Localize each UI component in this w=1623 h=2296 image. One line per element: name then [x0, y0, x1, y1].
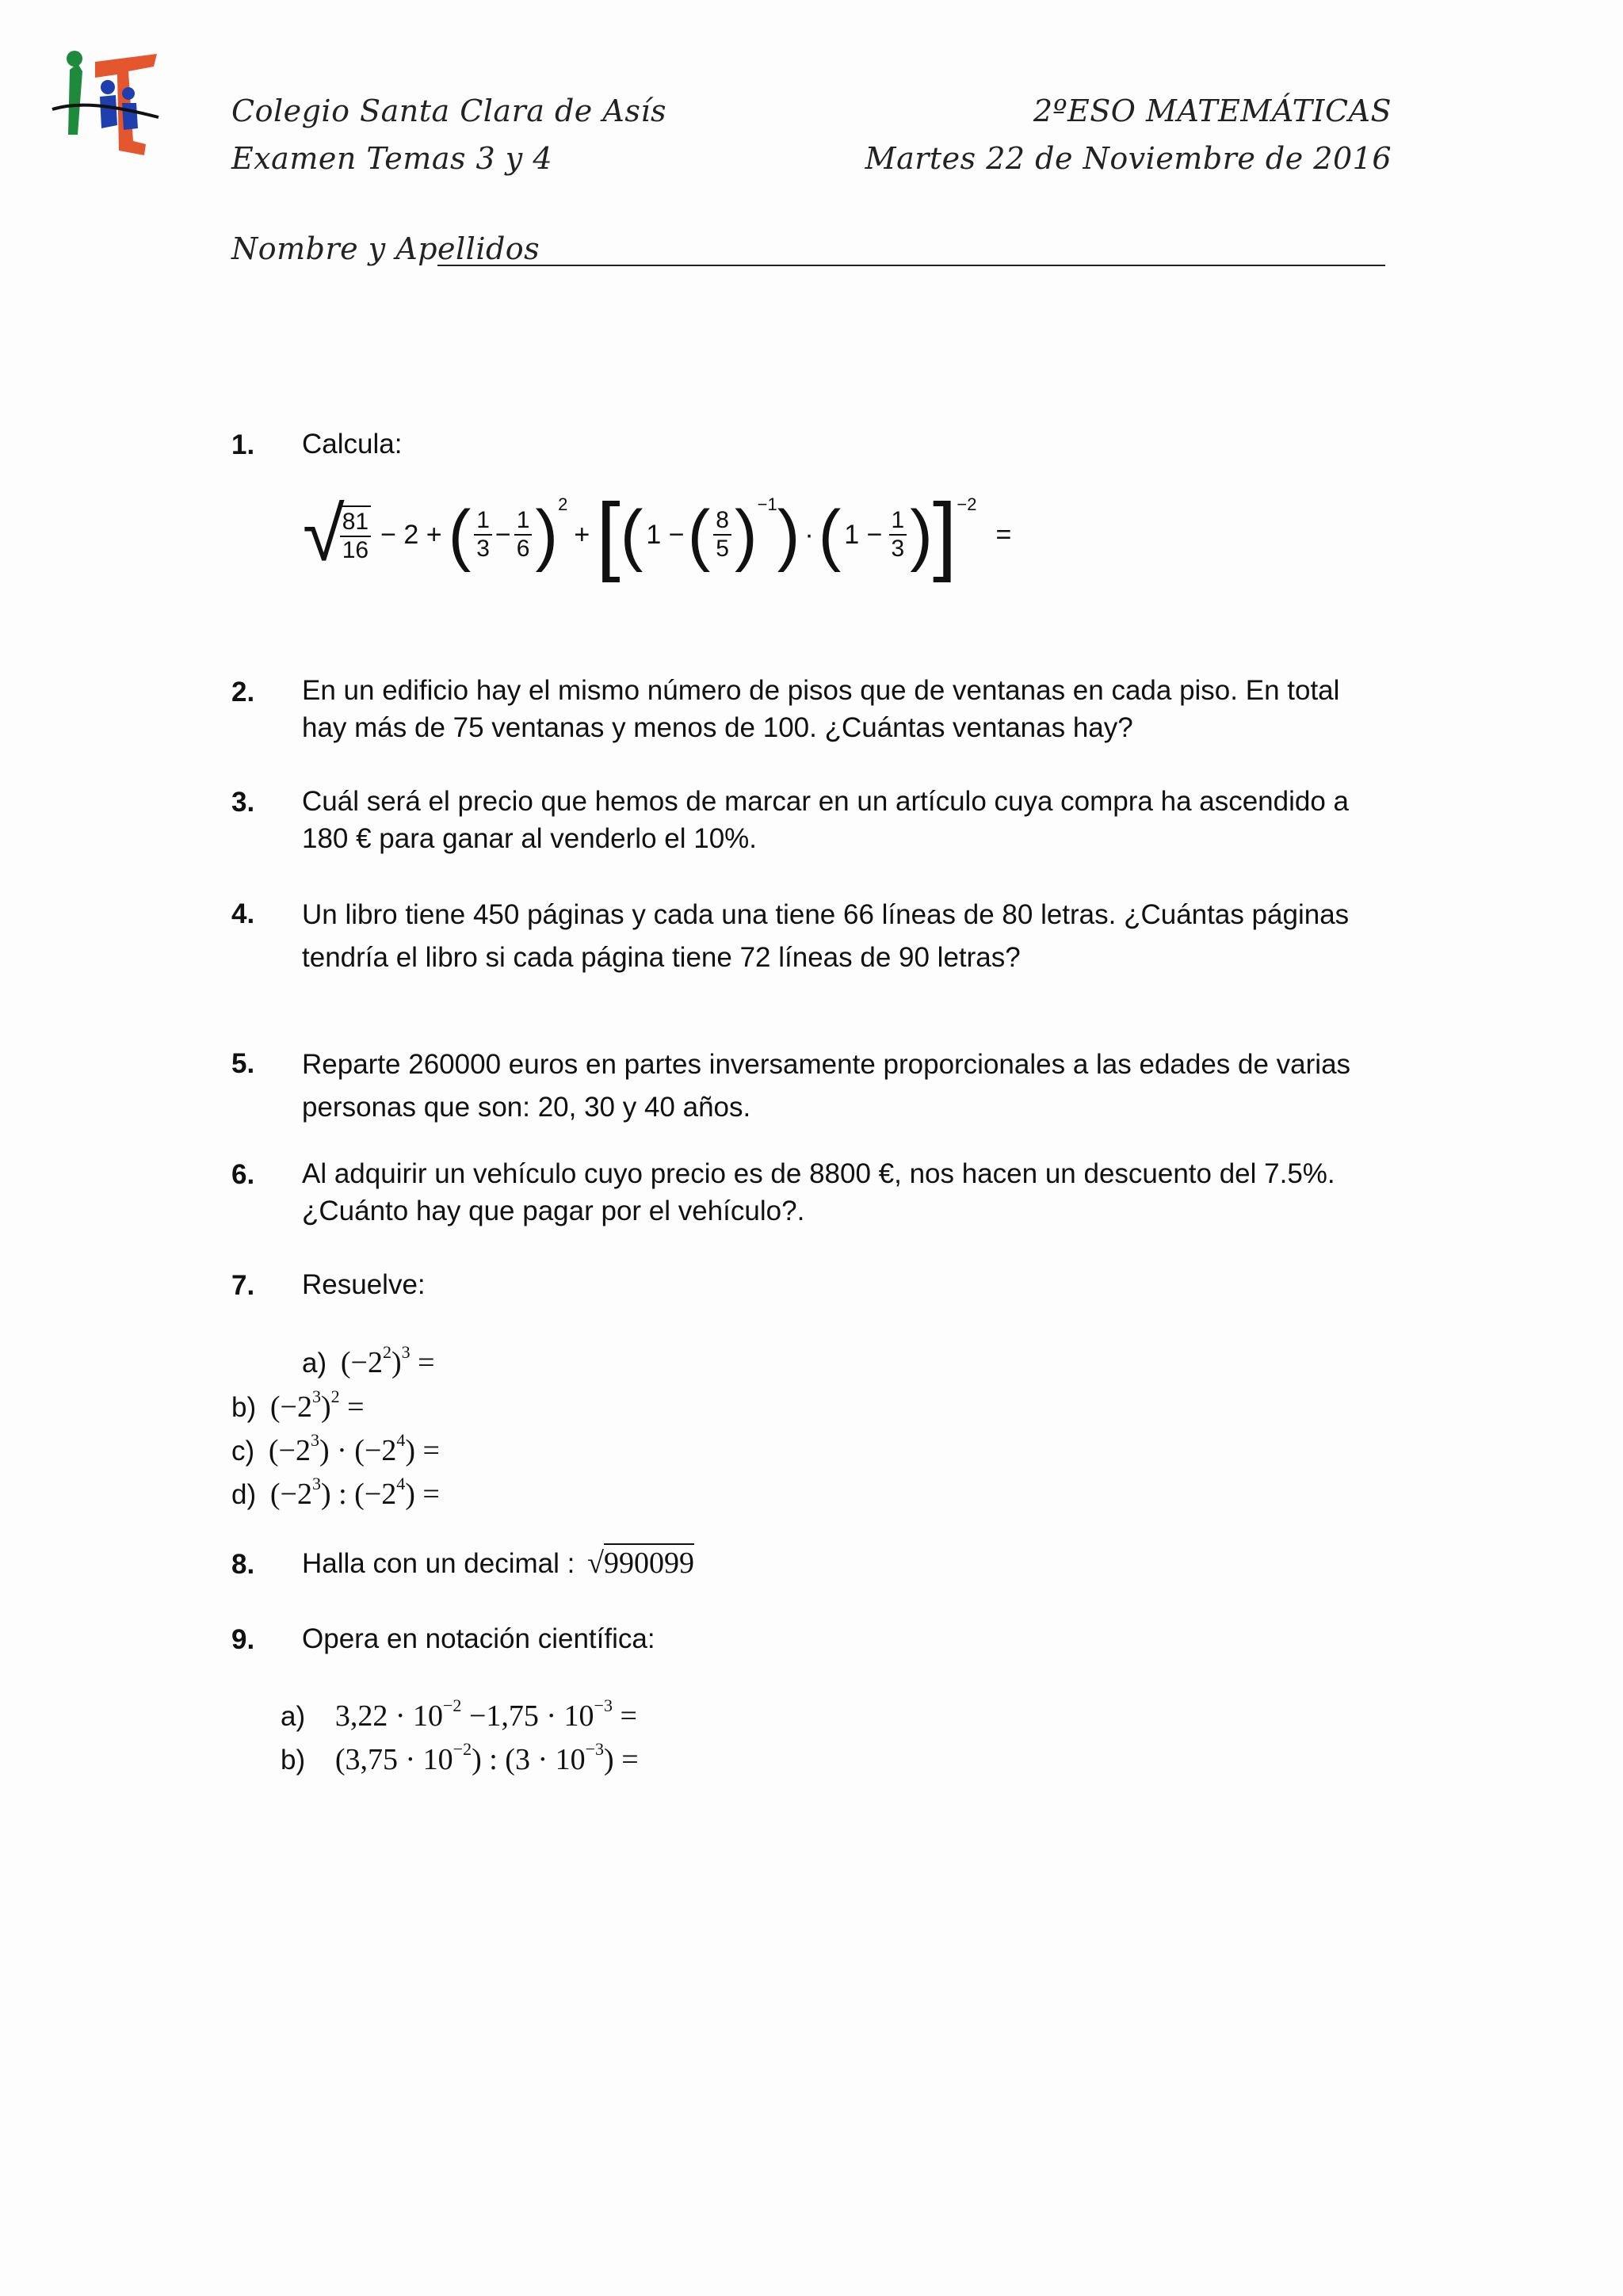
- operator-text: −: [495, 519, 511, 550]
- fraction-numerator: 8: [713, 507, 731, 536]
- fraction-denominator: 3: [476, 536, 490, 562]
- math-text: (3,75 · 10: [334, 1743, 453, 1776]
- question-text: Calcula:: [302, 429, 403, 460]
- operator-text: 1 −: [844, 519, 883, 550]
- item-label: a): [281, 1701, 306, 1732]
- question-8-line: [302, 1545, 1388, 1582]
- exponent: 3: [311, 1474, 321, 1493]
- item-label: b): [231, 1392, 257, 1423]
- item-label: b): [281, 1745, 306, 1775]
- q7-item-c: [231, 1430, 440, 1468]
- fraction-numerator: 1: [474, 507, 492, 536]
- question-number: 3.: [231, 787, 255, 818]
- course-title: 2ºESO MATEMÁTICAS: [1033, 93, 1392, 128]
- exponent: 2: [382, 1342, 391, 1362]
- question-text: Cuál será el precio que hemos de marcar en un artículo cuya compra ha ascendido a 180 € para ganar al venderlo el 10%.: [302, 786, 1350, 854]
- fraction: [713, 507, 731, 563]
- fraction-denominator: 3: [891, 536, 905, 562]
- exam-date: Martes 22 de Noviembre de 2016: [865, 141, 1392, 176]
- exponent: 3: [311, 1386, 321, 1406]
- math-text: ) =: [604, 1743, 639, 1776]
- exponent: −2: [443, 1695, 462, 1715]
- school-name: Colegio Santa Clara de Asís: [231, 93, 666, 128]
- question-text: Al adquirir un vehículo cuyo precio es de 8800 €, nos hacen un descuento del 7.5%. ¿Cuánto hay que pagar por el vehículo?.: [302, 1158, 1335, 1226]
- q7-item-d: [231, 1474, 440, 1512]
- item-label: a): [302, 1348, 327, 1379]
- exponent: 2: [558, 494, 568, 514]
- name-input-line[interactable]: [437, 265, 1385, 266]
- school-logo: [46, 46, 165, 162]
- paren-open: (: [687, 497, 711, 573]
- math-text: (−2: [269, 1390, 312, 1424]
- exponent: 4: [396, 1430, 406, 1450]
- operator-text: 1 −: [646, 519, 685, 550]
- operator-text: − 2 +: [380, 519, 442, 550]
- math-text: 3,22 · 10: [334, 1699, 444, 1733]
- exponent: 4: [396, 1474, 406, 1493]
- question-text: Reparte 260000 euros en partes inversamente proporcionales a las edades de varias personas que son: 20, 30 y 40 años.: [302, 1049, 1351, 1123]
- math-text: ) =: [405, 1434, 440, 1467]
- sqrt-symbol: √: [303, 492, 345, 577]
- paren-open: (: [818, 497, 842, 573]
- sqrt-symbol: √: [587, 1547, 604, 1580]
- math-text: ) : (−2: [320, 1478, 397, 1511]
- math-text: −1,75 · 10: [461, 1699, 594, 1733]
- fraction-denominator: 5: [716, 536, 729, 562]
- paren-close: ): [910, 497, 933, 573]
- fraction: [889, 507, 907, 563]
- item-label: d): [231, 1479, 257, 1510]
- math-text: =: [612, 1699, 637, 1733]
- question-text: Un libro tiene 450 páginas y cada una tiene 66 líneas de 80 letras. ¿Cuántas páginas tendría el libro si cada página tiene 72 líneas de 90 letras?: [302, 899, 1350, 973]
- paren-close: ): [734, 497, 758, 573]
- q9-item-a: [281, 1695, 637, 1733]
- q7-item-b: [231, 1386, 365, 1425]
- math-text: ): [391, 1346, 402, 1379]
- name-label: Nombre y Apellidos: [231, 231, 540, 266]
- math-text: (−2: [340, 1346, 383, 1379]
- fraction: [474, 507, 492, 563]
- sqrt-fraction: [340, 505, 371, 564]
- operator-text: ·: [804, 519, 814, 550]
- math-text: =: [410, 1346, 435, 1379]
- paren-open: (: [620, 497, 643, 573]
- exponent: −2: [453, 1739, 472, 1759]
- bracket-open: [: [596, 486, 621, 583]
- math-text: ) =: [405, 1478, 440, 1511]
- paren-close: ): [535, 497, 559, 573]
- question-number: 6.: [231, 1159, 255, 1190]
- question-text: Halla con un decimal :: [302, 1548, 575, 1579]
- question-text: Opera en notación científica:: [302, 1623, 655, 1654]
- equals-sign: =: [995, 519, 1012, 550]
- exponent: −3: [594, 1695, 613, 1715]
- math-text: (−2: [269, 1478, 312, 1511]
- exponent: 3: [401, 1342, 411, 1362]
- math-text: (−2: [268, 1434, 311, 1467]
- paren-close: ): [777, 497, 800, 573]
- q1-expression: [303, 486, 1012, 583]
- fraction-numerator: 1: [889, 507, 907, 536]
- exponent: −1: [757, 494, 777, 514]
- math-text: =: [339, 1390, 365, 1424]
- exponent: −2: [957, 494, 977, 514]
- paren-open: (: [448, 497, 472, 573]
- q9-item-b: [281, 1739, 639, 1777]
- item-label: c): [231, 1436, 255, 1466]
- exponent: −3: [585, 1739, 605, 1759]
- question-text: Resuelve:: [302, 1269, 426, 1300]
- q7-item-a: [302, 1342, 435, 1380]
- question-number: 5.: [231, 1048, 255, 1079]
- math-text: ) : (3 · 10: [472, 1743, 586, 1776]
- bracket-close: ]: [932, 486, 957, 583]
- fraction-denominator: 6: [516, 536, 530, 562]
- math-text: ) · (−2: [319, 1434, 397, 1467]
- question-text: En un edificio hay el mismo número de pisos que de ventanas en cada piso. En total hay más de 75 ventanas y menos de 100. ¿Cuántas ventanas hay?: [302, 675, 1340, 743]
- fraction: [514, 507, 533, 563]
- radicand: 990099: [604, 1543, 694, 1580]
- fraction-numerator: 81: [340, 509, 371, 537]
- question-number: 1.: [231, 429, 255, 460]
- math-text: ): [320, 1390, 331, 1424]
- operator-text: +: [574, 519, 590, 550]
- exponent: 2: [330, 1386, 340, 1406]
- question-number: 8.: [231, 1549, 255, 1580]
- exponent: 3: [310, 1430, 319, 1450]
- fraction-numerator: 1: [514, 507, 533, 536]
- exam-title: Examen Temas 3 y 4: [231, 141, 553, 176]
- question-number: 7.: [231, 1270, 255, 1301]
- fraction-denominator: 16: [342, 537, 369, 563]
- question-number: 9.: [231, 1624, 255, 1655]
- question-number: 4.: [231, 898, 255, 929]
- question-number: 2.: [231, 677, 255, 707]
